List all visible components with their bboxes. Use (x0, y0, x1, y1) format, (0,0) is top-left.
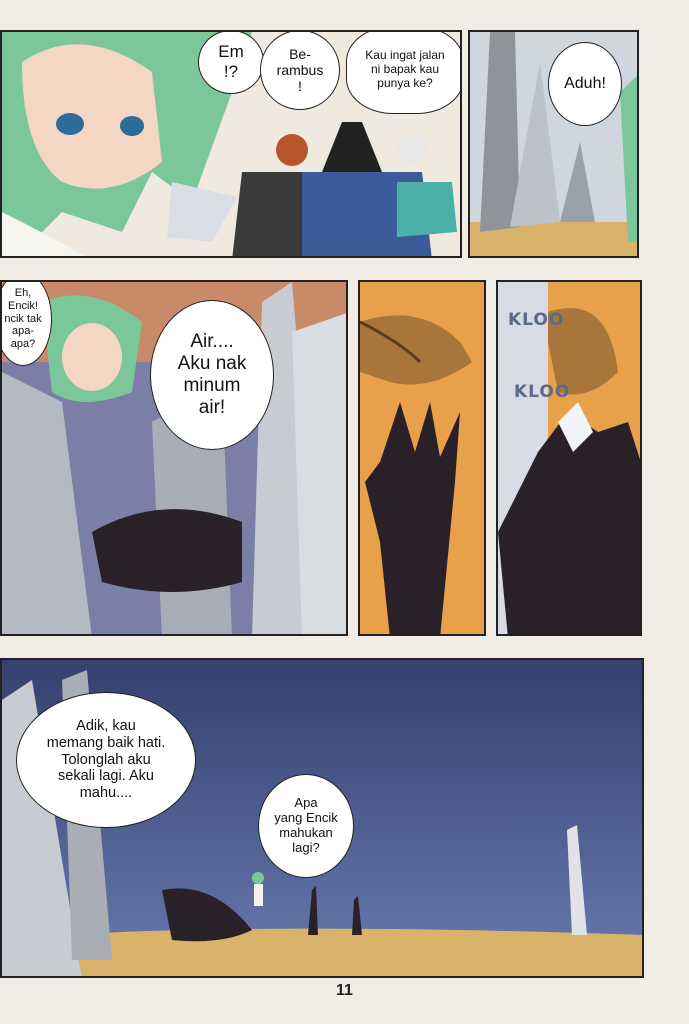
bubble-apa: Apa yang Encik mahukan lagi? (258, 774, 354, 878)
panel-4-art (360, 282, 486, 636)
panel-5 (496, 280, 642, 636)
bubble-eh-encik: Eh, Encik! ncik tak apa- apa? (0, 280, 52, 366)
panel-3 (0, 280, 348, 636)
bubble-kau-ingat: Kau ingat jalan ni bapak kau punya ke? (346, 30, 462, 114)
panel-2 (468, 30, 639, 258)
panel-6 (0, 658, 644, 978)
sfx-kloo-2: KLOO (514, 382, 571, 402)
page-number: 11 (336, 982, 353, 999)
panel-5-art (498, 282, 642, 636)
bubble-berambus: Be- rambus ! (260, 30, 340, 110)
bubble-air: Air.... Aku nak minum air! (150, 300, 274, 450)
bubble-adik: Adik, kau memang baik hati. Tolonglah aku sekali lagi. Aku mahu.... (16, 692, 196, 828)
sfx-kloo-1: KLOO (508, 310, 565, 330)
panel-4 (358, 280, 486, 636)
panel-1 (0, 30, 462, 258)
bubble-aduh: Aduh! (548, 42, 622, 126)
bubble-em: Em !? (198, 30, 264, 94)
